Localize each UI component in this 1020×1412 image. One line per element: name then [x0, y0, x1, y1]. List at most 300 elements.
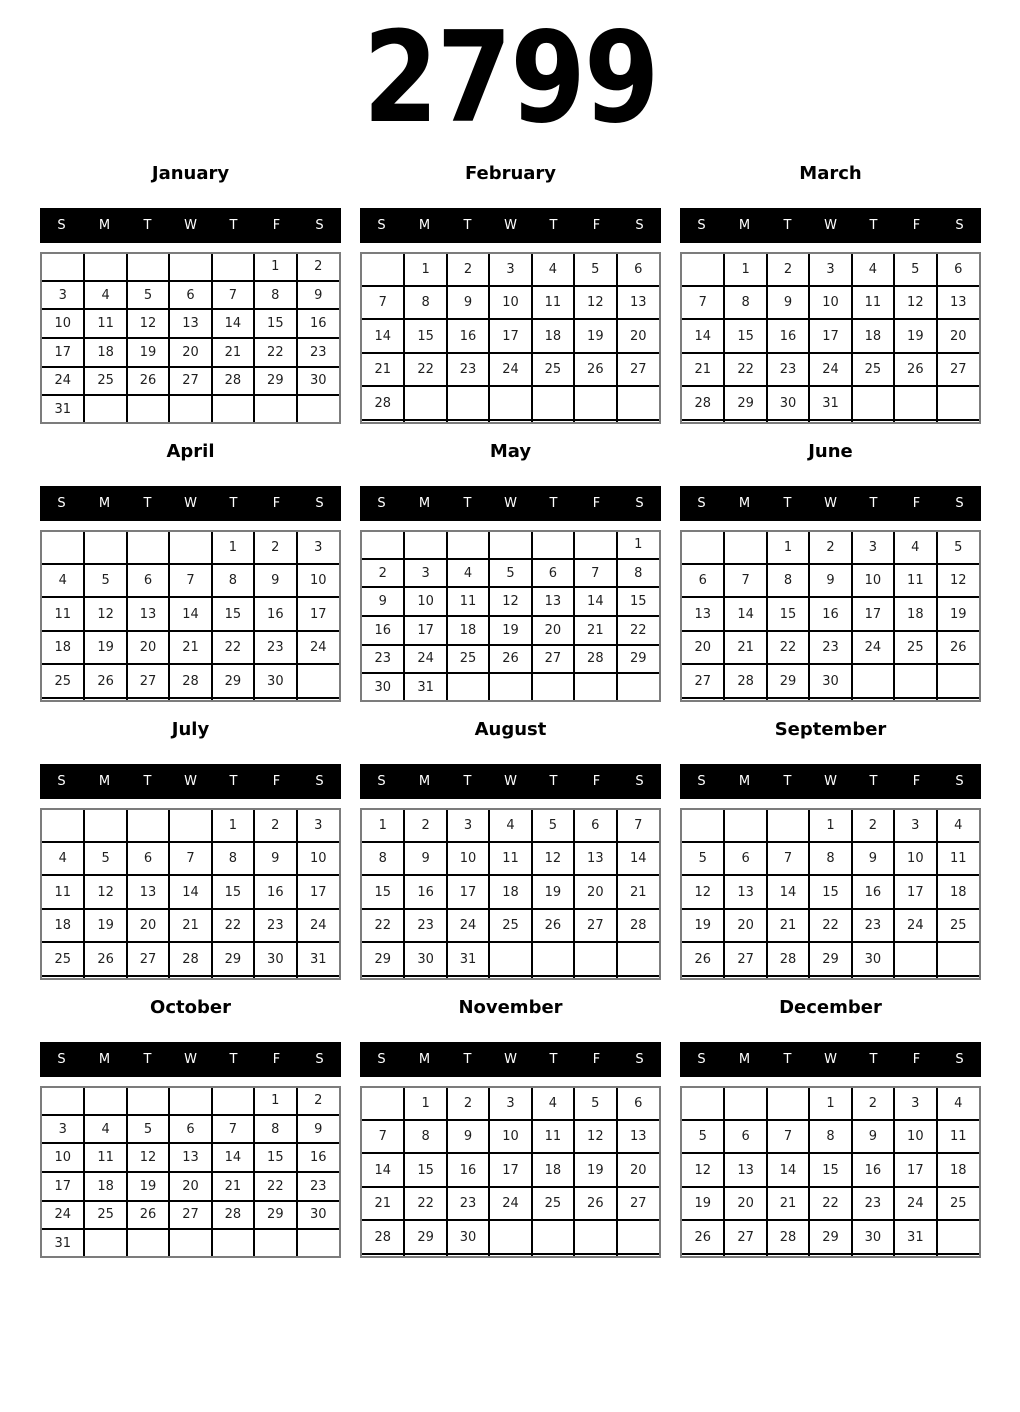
date-cell: 19	[127, 338, 169, 367]
date-cell: 13	[127, 597, 169, 631]
week-row	[42, 909, 339, 943]
date-cell: 12	[574, 286, 616, 320]
weekday-label: F	[592, 218, 601, 233]
date-cell: 22	[254, 338, 296, 367]
date-cell-empty	[809, 420, 851, 422]
date-cell: 14	[767, 875, 809, 909]
weekday-label: S	[377, 774, 386, 789]
date-cell: 6	[532, 559, 574, 588]
date-cell: 25	[84, 367, 126, 396]
date-cell: 7	[212, 281, 254, 310]
date-cell: 10	[297, 842, 339, 876]
date-cell: 21	[574, 616, 616, 645]
week-row	[362, 587, 659, 616]
date-cell: 27	[532, 645, 574, 674]
date-cell-empty	[362, 420, 404, 422]
weekday-label: T	[783, 496, 792, 511]
date-cell: 20	[724, 1187, 766, 1221]
date-cell-empty	[937, 1220, 979, 1254]
weekday-label: F	[272, 218, 281, 233]
date-cell: 7	[724, 564, 766, 598]
date-cell: 3	[42, 281, 84, 310]
dates-grid	[680, 530, 981, 702]
weekday-header-bar	[360, 1042, 661, 1077]
date-cell-empty	[617, 673, 659, 700]
date-cell-empty	[489, 1254, 531, 1256]
date-cell: 5	[574, 1088, 616, 1120]
date-cell: 7	[682, 286, 724, 320]
date-cell: 13	[724, 1153, 766, 1187]
date-cell: 29	[809, 1220, 851, 1254]
date-cell: 1	[254, 1088, 296, 1115]
week-row	[42, 1201, 339, 1230]
date-cell: 26	[127, 367, 169, 396]
calendar-months	[0, 155, 1020, 1258]
weekday-label: S	[57, 218, 66, 233]
week-row	[682, 1187, 979, 1221]
week-row	[42, 254, 339, 281]
week-row	[42, 1143, 339, 1172]
date-cell: 6	[127, 564, 169, 598]
date-cell: 8	[254, 1115, 296, 1144]
weekday-label: T	[143, 774, 152, 789]
date-cell: 6	[937, 254, 979, 286]
date-cell: 16	[254, 597, 296, 631]
week-row	[682, 664, 979, 698]
date-cell-empty	[682, 976, 724, 978]
date-cell: 11	[489, 842, 531, 876]
date-cell-empty	[127, 532, 169, 564]
weekday-label: T	[463, 774, 472, 789]
date-cell: 25	[532, 1187, 574, 1221]
date-cell: 7	[574, 559, 616, 588]
weekday-label: T	[463, 1052, 472, 1067]
dates-grid	[360, 252, 661, 424]
date-cell-empty	[362, 532, 404, 559]
date-cell-empty	[254, 698, 296, 700]
week-row	[42, 875, 339, 909]
week-row	[42, 309, 339, 338]
date-cell: 30	[404, 942, 446, 976]
date-cell-empty	[724, 1088, 766, 1120]
week-row	[362, 286, 659, 320]
date-cell: 27	[724, 1220, 766, 1254]
weekday-label: T	[143, 218, 152, 233]
date-cell-empty	[532, 1254, 574, 1256]
date-cell: 6	[724, 1120, 766, 1154]
date-cell: 10	[894, 842, 936, 876]
dates-grid	[680, 808, 981, 980]
date-cell-empty	[447, 420, 489, 422]
date-cell: 23	[254, 909, 296, 943]
date-cell-empty	[617, 942, 659, 976]
date-cell: 19	[682, 909, 724, 943]
date-cell: 18	[84, 1172, 126, 1201]
date-cell: 9	[852, 842, 894, 876]
month-block	[40, 433, 341, 702]
date-cell: 25	[447, 645, 489, 674]
date-cell: 5	[682, 842, 724, 876]
week-row	[682, 386, 979, 420]
date-cell: 22	[617, 616, 659, 645]
date-cell-empty	[42, 810, 84, 842]
weekday-label: S	[315, 496, 324, 511]
date-cell-empty	[212, 1088, 254, 1115]
date-cell: 24	[894, 1187, 936, 1221]
weekday-label: S	[57, 774, 66, 789]
date-cell-empty	[809, 698, 851, 700]
date-cell: 27	[724, 942, 766, 976]
date-cell: 21	[169, 631, 211, 665]
weekday-label: T	[463, 218, 472, 233]
date-cell: 3	[404, 559, 446, 588]
date-cell: 13	[574, 842, 616, 876]
date-cell-empty	[127, 1229, 169, 1256]
date-cell: 3	[894, 810, 936, 842]
weekday-label: W	[184, 496, 197, 511]
date-cell: 17	[404, 616, 446, 645]
weekday-label: T	[549, 496, 558, 511]
date-cell-empty	[894, 942, 936, 976]
weekday-label: S	[315, 218, 324, 233]
date-cell: 11	[937, 842, 979, 876]
date-cell-empty	[42, 532, 84, 564]
date-cell: 29	[724, 386, 766, 420]
weekday-label: S	[697, 1052, 706, 1067]
date-cell-empty	[852, 976, 894, 978]
date-cell: 9	[254, 842, 296, 876]
date-cell: 11	[937, 1120, 979, 1154]
date-cell: 15	[362, 875, 404, 909]
date-cell-empty	[894, 386, 936, 420]
date-cell-empty	[447, 386, 489, 420]
date-cell: 16	[809, 597, 851, 631]
weekday-label: W	[824, 1052, 837, 1067]
date-cell-empty	[809, 976, 851, 978]
date-cell: 10	[42, 309, 84, 338]
date-cell-empty	[852, 386, 894, 420]
date-cell: 11	[84, 1143, 126, 1172]
date-cell: 29	[767, 664, 809, 698]
month-block	[680, 433, 981, 702]
date-cell: 26	[84, 664, 126, 698]
week-row	[362, 1187, 659, 1221]
date-cell-empty	[724, 976, 766, 978]
date-cell: 8	[254, 281, 296, 310]
date-cell-empty	[682, 698, 724, 700]
date-cell-empty	[532, 1220, 574, 1254]
dates-grid	[360, 1086, 661, 1258]
date-cell: 3	[297, 532, 339, 564]
week-row	[42, 367, 339, 396]
month-name: October	[150, 997, 231, 1018]
date-cell: 23	[447, 1187, 489, 1221]
date-cell: 2	[447, 1088, 489, 1120]
date-cell: 12	[489, 587, 531, 616]
weekday-label: T	[869, 1052, 878, 1067]
date-cell-empty	[127, 254, 169, 281]
date-cell: 5	[532, 810, 574, 842]
date-cell: 21	[212, 1172, 254, 1201]
date-cell: 25	[532, 353, 574, 387]
date-cell: 23	[297, 338, 339, 367]
date-cell-empty	[404, 1254, 446, 1256]
weekday-label: M	[98, 218, 111, 233]
date-cell: 28	[767, 942, 809, 976]
date-cell: 16	[767, 319, 809, 353]
date-cell: 22	[809, 1187, 851, 1221]
date-cell: 2	[362, 559, 404, 588]
date-cell: 8	[404, 1120, 446, 1154]
date-cell: 15	[254, 1143, 296, 1172]
date-cell: 23	[404, 909, 446, 943]
date-cell: 8	[212, 842, 254, 876]
date-cell-empty	[767, 1088, 809, 1120]
week-row	[42, 810, 339, 842]
weekday-label: S	[57, 496, 66, 511]
date-cell-empty	[169, 976, 211, 978]
date-cell: 28	[212, 1201, 254, 1230]
date-cell-empty	[254, 395, 296, 422]
date-cell: 17	[489, 1153, 531, 1187]
date-cell: 2	[254, 532, 296, 564]
weekday-label: F	[272, 1052, 281, 1067]
date-cell: 19	[574, 319, 616, 353]
week-row	[362, 559, 659, 588]
date-cell: 15	[809, 1153, 851, 1187]
date-cell: 8	[212, 564, 254, 598]
date-cell: 1	[362, 810, 404, 842]
week-row	[682, 942, 979, 976]
date-cell: 26	[489, 645, 531, 674]
date-cell: 28	[362, 386, 404, 420]
date-cell: 8	[767, 564, 809, 598]
week-row	[42, 842, 339, 876]
weekday-header-bar	[360, 208, 661, 243]
date-cell: 4	[42, 842, 84, 876]
date-cell: 2	[254, 810, 296, 842]
date-cell-empty	[404, 386, 446, 420]
weekday-label: S	[635, 496, 644, 511]
date-cell-empty	[682, 420, 724, 422]
weekday-label: F	[272, 774, 281, 789]
date-cell: 7	[362, 1120, 404, 1154]
weekday-label: M	[738, 1052, 751, 1067]
date-cell: 18	[447, 616, 489, 645]
date-cell-empty	[169, 254, 211, 281]
date-cell: 25	[852, 353, 894, 387]
date-cell: 3	[809, 254, 851, 286]
date-cell: 21	[212, 338, 254, 367]
weekday-label: M	[738, 774, 751, 789]
date-cell-empty	[894, 420, 936, 422]
date-cell-empty	[574, 1254, 616, 1256]
weekday-label: F	[592, 774, 601, 789]
date-cell: 7	[767, 1120, 809, 1154]
weekday-label: T	[869, 496, 878, 511]
week-row	[42, 1229, 339, 1256]
date-cell: 24	[297, 631, 339, 665]
date-cell: 28	[574, 645, 616, 674]
date-cell: 17	[894, 1153, 936, 1187]
date-cell: 20	[937, 319, 979, 353]
date-cell: 14	[724, 597, 766, 631]
date-cell: 13	[169, 1143, 211, 1172]
date-cell: 21	[362, 353, 404, 387]
date-cell-empty	[297, 976, 339, 978]
date-cell: 21	[617, 875, 659, 909]
date-cell: 16	[852, 1153, 894, 1187]
date-cell: 18	[937, 1153, 979, 1187]
dates-grid	[40, 252, 341, 424]
weekday-label: W	[824, 496, 837, 511]
date-cell: 8	[809, 1120, 851, 1154]
date-cell-empty	[809, 1254, 851, 1256]
date-cell: 27	[574, 909, 616, 943]
date-cell: 16	[297, 1143, 339, 1172]
weekday-label: M	[738, 218, 751, 233]
week-row	[362, 645, 659, 674]
date-cell: 4	[937, 810, 979, 842]
date-cell-empty	[724, 698, 766, 700]
date-cell: 2	[297, 1088, 339, 1115]
date-cell: 19	[84, 631, 126, 665]
date-cell: 27	[169, 367, 211, 396]
date-cell: 21	[362, 1187, 404, 1221]
date-cell: 17	[852, 597, 894, 631]
date-cell: 20	[682, 631, 724, 665]
date-cell: 16	[447, 319, 489, 353]
date-cell-empty	[127, 698, 169, 700]
date-cell: 31	[404, 673, 446, 700]
week-row	[682, 976, 979, 978]
date-cell-empty	[617, 976, 659, 978]
date-cell-empty	[617, 1254, 659, 1256]
date-cell: 13	[617, 286, 659, 320]
weekday-label: T	[869, 218, 878, 233]
year-text: 2799	[362, 3, 658, 151]
week-row	[682, 1153, 979, 1187]
weekday-label: T	[783, 774, 792, 789]
date-cell-empty	[682, 1254, 724, 1256]
date-cell: 12	[84, 597, 126, 631]
month-name: February	[464, 163, 557, 184]
date-cell: 6	[724, 842, 766, 876]
date-cell: 16	[447, 1153, 489, 1187]
date-cell: 2	[852, 810, 894, 842]
date-cell: 30	[447, 1220, 489, 1254]
week-row	[362, 875, 659, 909]
date-cell-empty	[724, 532, 766, 564]
date-cell-empty	[532, 420, 574, 422]
date-cell: 12	[574, 1120, 616, 1154]
date-cell-empty	[682, 810, 724, 842]
date-cell: 5	[127, 281, 169, 310]
weekday-label: S	[377, 1052, 386, 1067]
dates-grid	[40, 1086, 341, 1258]
weekday-header-bar	[680, 1042, 981, 1077]
date-cell: 1	[809, 810, 851, 842]
date-cell: 18	[42, 909, 84, 943]
date-cell: 30	[852, 942, 894, 976]
date-cell: 12	[937, 564, 979, 598]
date-cell: 20	[724, 909, 766, 943]
week-row	[682, 909, 979, 943]
date-cell: 5	[489, 559, 531, 588]
date-cell: 26	[127, 1201, 169, 1230]
date-cell: 17	[297, 875, 339, 909]
date-cell: 9	[297, 281, 339, 310]
weekday-label: W	[824, 218, 837, 233]
date-cell: 26	[937, 631, 979, 665]
date-cell: 2	[767, 254, 809, 286]
date-cell: 11	[894, 564, 936, 598]
date-cell-empty	[937, 664, 979, 698]
date-cell: 27	[682, 664, 724, 698]
date-cell: 28	[169, 664, 211, 698]
date-cell: 9	[362, 587, 404, 616]
date-cell: 30	[254, 942, 296, 976]
date-cell: 16	[404, 875, 446, 909]
date-cell-empty	[574, 673, 616, 700]
date-cell-empty	[682, 254, 724, 286]
date-cell-empty	[724, 1254, 766, 1256]
date-cell: 2	[852, 1088, 894, 1120]
date-cell: 18	[42, 631, 84, 665]
date-cell-empty	[574, 532, 616, 559]
week-row	[42, 395, 339, 422]
date-cell-empty	[297, 1229, 339, 1256]
week-row	[362, 353, 659, 387]
weekday-header-bar	[40, 486, 341, 521]
date-cell-empty	[767, 420, 809, 422]
week-row	[362, 319, 659, 353]
date-cell: 28	[682, 386, 724, 420]
date-cell: 18	[532, 319, 574, 353]
date-cell: 18	[532, 1153, 574, 1187]
weekday-label: T	[549, 218, 558, 233]
date-cell-empty	[212, 254, 254, 281]
date-cell: 30	[297, 1201, 339, 1230]
date-cell: 15	[617, 587, 659, 616]
date-cell-empty	[169, 1229, 211, 1256]
date-cell-empty	[894, 1254, 936, 1256]
date-cell: 4	[84, 281, 126, 310]
date-cell: 4	[852, 254, 894, 286]
date-cell: 19	[489, 616, 531, 645]
date-cell: 23	[254, 631, 296, 665]
weekday-header-bar	[360, 486, 661, 521]
date-cell: 5	[84, 564, 126, 598]
date-cell: 19	[937, 597, 979, 631]
month-name: August	[474, 719, 547, 740]
date-cell: 27	[127, 942, 169, 976]
date-cell-empty	[532, 386, 574, 420]
date-cell: 6	[617, 1088, 659, 1120]
date-cell-empty	[532, 673, 574, 700]
date-cell-empty	[489, 673, 531, 700]
date-cell: 11	[84, 309, 126, 338]
week-row	[42, 631, 339, 665]
date-cell: 26	[682, 1220, 724, 1254]
month-block	[40, 155, 341, 424]
weekday-header-bar	[680, 208, 981, 243]
date-cell: 30	[852, 1220, 894, 1254]
date-cell-empty	[447, 673, 489, 700]
weekday-label: W	[184, 218, 197, 233]
date-cell-empty	[127, 395, 169, 422]
date-cell-empty	[404, 976, 446, 978]
